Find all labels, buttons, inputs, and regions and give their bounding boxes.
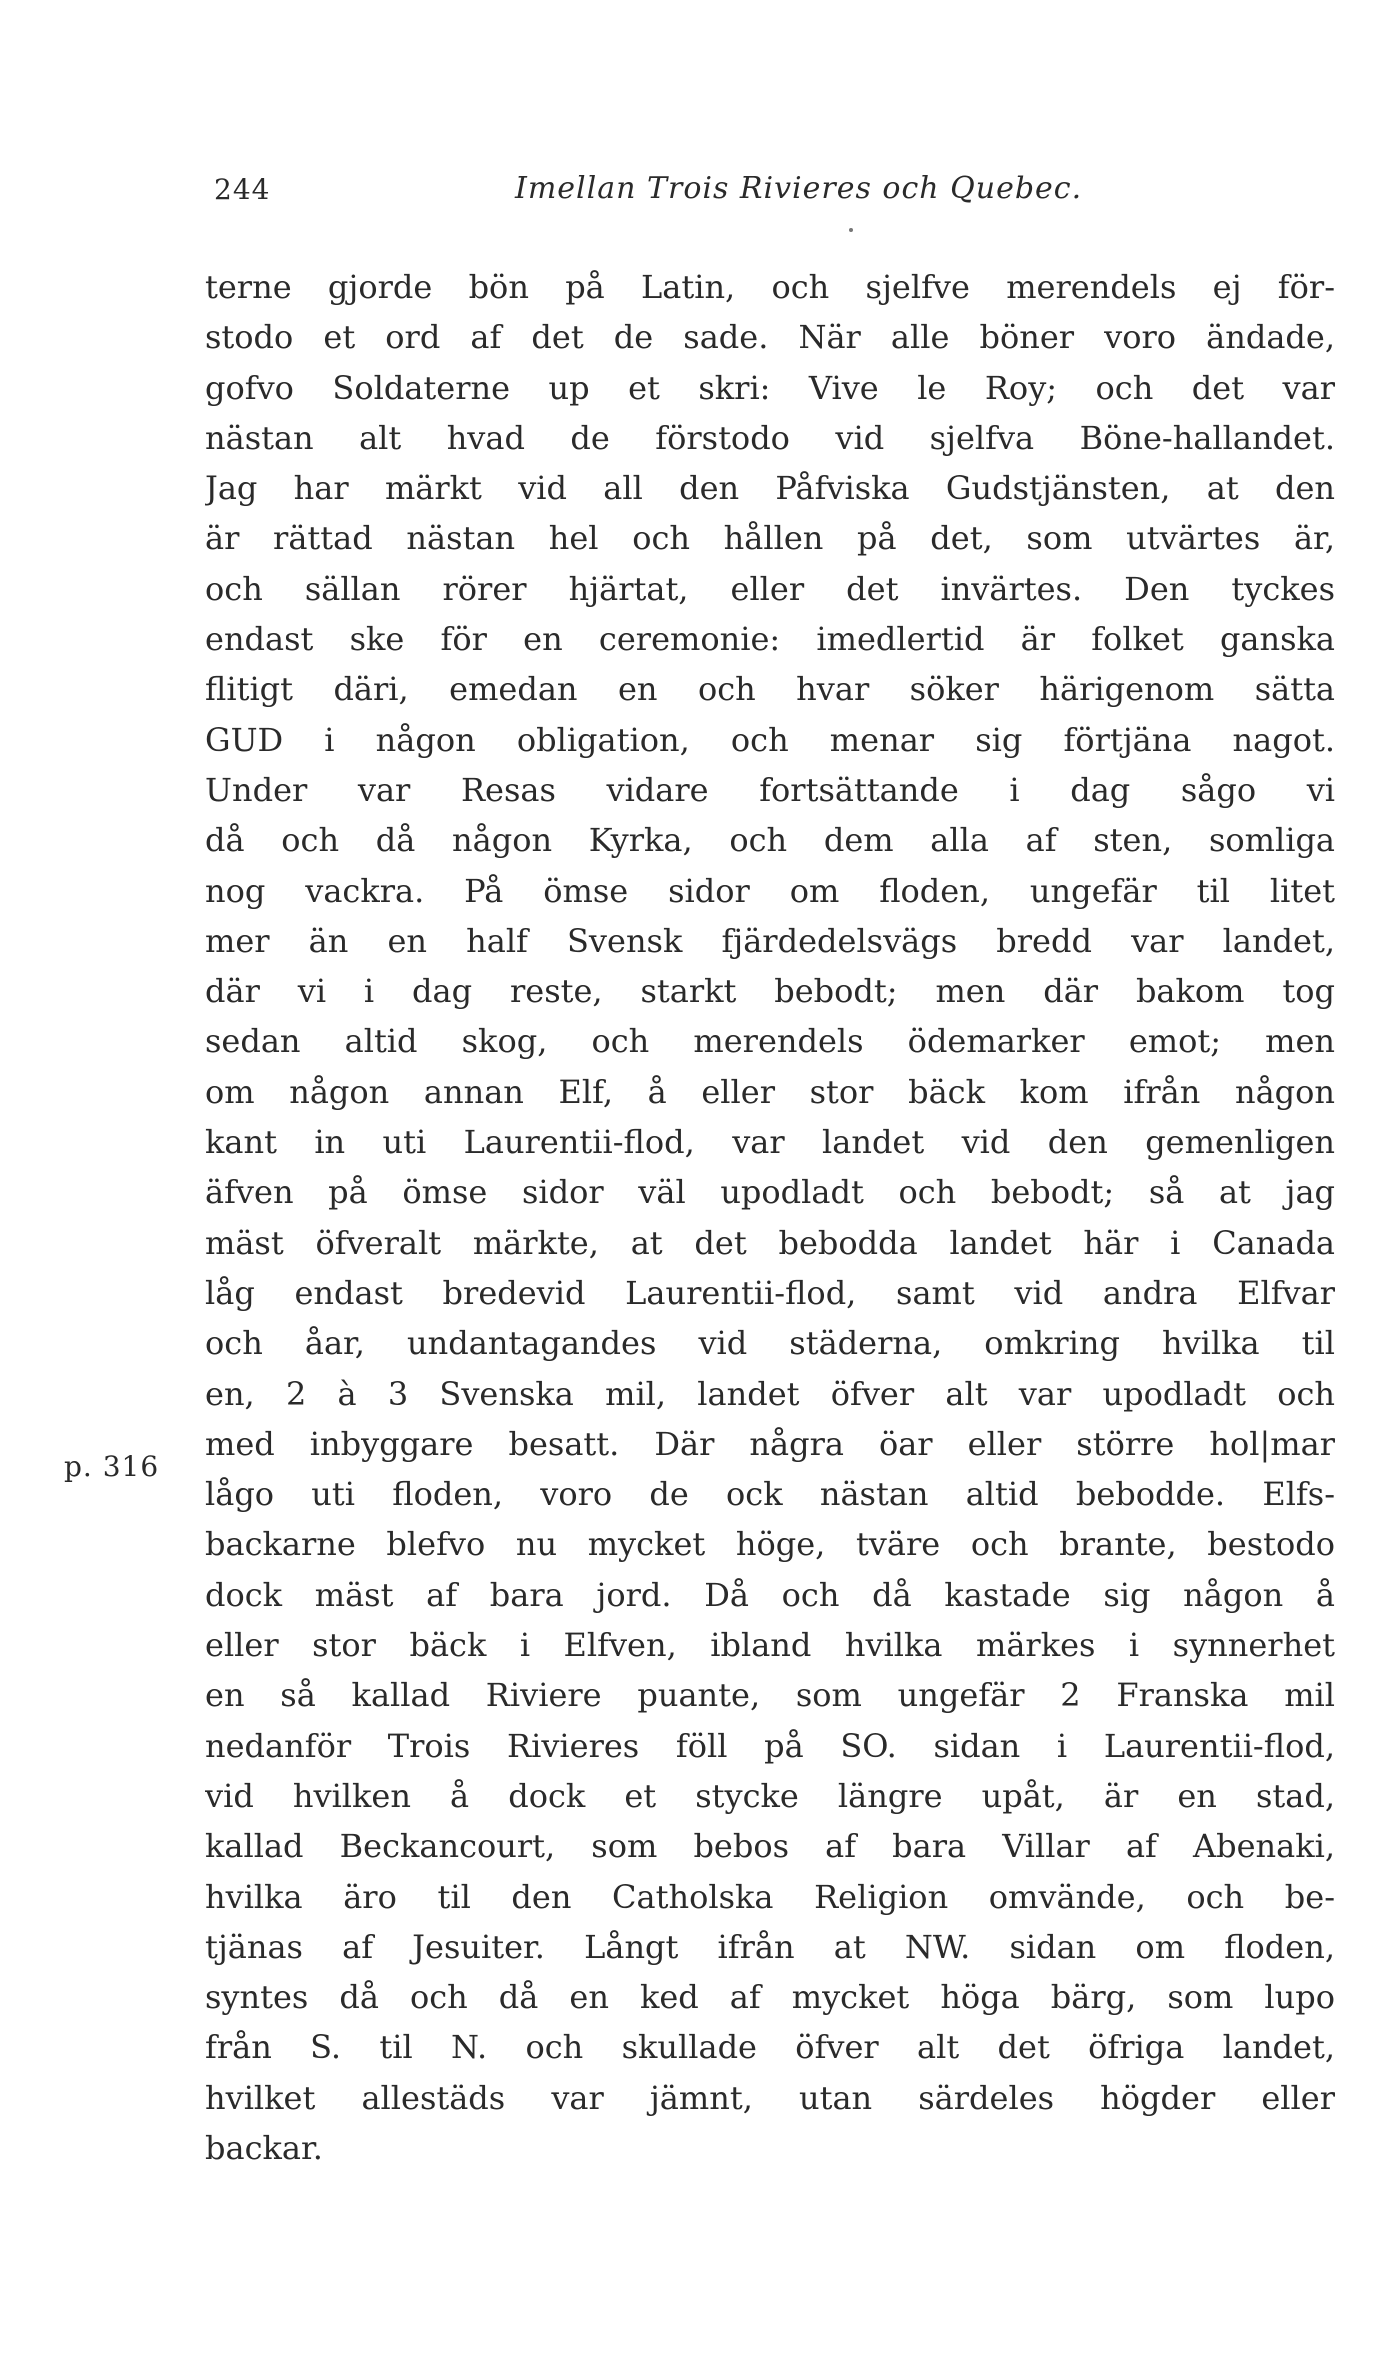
body-text [205,262,1345,2173]
text-line: nog vackra. På ömse sidor om floden, ungefär til litet [205,871,1335,910]
margin-page-reference: p. 316 [64,1450,160,1483]
text-line: med inbyggare besatt. Där några öar eller större hol|mar [205,1424,1335,1463]
text-line: flitigt däri, emedan en och hvar söker härigenom sätta [205,670,1335,709]
text-line: tjänas af Jesuiter. Långt ifrån at NW. sidan om floden, [205,1927,1335,1966]
text-line: eller stor bäck i Elfven, ibland hvilka märkes i synnerhet [205,1626,1335,1665]
text-line: en, 2 à 3 Svenska mil, landet öfver alt var upodladt och [205,1374,1335,1413]
text-line: syntes då och då en ked af mycket höga bärg, som lupo [205,1978,1335,2017]
text-line: och åar, undantagandes vid städerna, omkring hvilka til [205,1324,1335,1363]
text-line: hvilka äro til den Catholska Religion omvände, och be- [205,1877,1335,1916]
text-line: äfven på ömse sidor väl upodladt och bebodt; så at jag [205,1173,1335,1212]
text-line: stodo et ord af det de sade. När alle böner voro ändade, [205,318,1335,357]
text-line: kallad Beckancourt, som bebos af bara Villar af Abenaki, [205,1827,1335,1866]
text-line: sedan altid skog, och merendels ödemarker emot; men [205,1022,1335,1061]
text-line: endast ske för en ceremonie: imedlertid är folket ganska [205,620,1335,659]
text-line: nästan alt hvad de förstodo vid sjelfva Böne-hallandet. [205,418,1335,457]
text-line: dock mäst af bara jord. Då och då kastade sig någon å [205,1575,1335,1614]
text-line: hvilket allestäds var jämnt, utan särdeles högder eller [205,2078,1335,2117]
text-line: backarne blefvo nu mycket höge, tväre och brante, bestodo [205,1525,1335,1564]
text-line: Under var Resas vidare fortsättande i dag sågo vi [205,770,1335,809]
text-line: mer än en half Svensk fjärdedelsvägs bredd var landet, [205,921,1335,960]
text-line: och sällan rörer hjärtat, eller det invärtes. Den tyckes [205,569,1335,608]
text-line: nedanför Trois Rivieres föll på SO. sidan i Laurentii-flod, [205,1726,1335,1765]
text-line: terne gjorde bön på Latin, och sjelfve merendels ej för- [205,268,1335,306]
text-line: kant in uti Laurentii-flod, var landet vid den gemenligen [205,1123,1335,1162]
text-line: är rättad nästan hel och hållen på det, som utvärtes är, [205,519,1335,558]
text-line: en så kallad Riviere puante, som ungefär 2 Franska mil [205,1676,1335,1715]
ornament-dot [849,228,853,232]
text-line: låg endast bredevid Laurentii-flod, samt vid andra Elfvar [205,1273,1335,1312]
text-line: Jag har märkt vid all den Påfviska Gudstjänsten, at den [205,469,1335,508]
text-line: från S. til N. och skullade öfver alt det öfriga landet, [205,2028,1335,2067]
text-line: vid hvilken å dock et stycke längre upåt, är en stad, [205,1776,1335,1815]
running-head: Imellan Trois Rivieres och Quebec. [515,171,1083,206]
text-line: backar. [205,2128,323,2167]
text-line: då och då någon Kyrka, och dem alla af sten, somliga [205,821,1335,860]
text-line: gofvo Soldaterne up et skri: Vive le Roy; och det var [205,368,1335,407]
text-line: lågo uti floden, voro de ock nästan altid bebodde. Elfs- [205,1475,1335,1514]
text-line: om någon annan Elf, å eller stor bäck kom ifrån någon [205,1072,1335,1111]
text-line: där vi i dag reste, starkt bebodt; men där bakom tog [205,972,1335,1011]
text-line: GUD i någon obligation, och menar sig förtjäna nagot. [205,720,1335,759]
page-number: 244 [214,173,271,206]
text-line: mäst öfveralt märkte, at det bebodda landet här i Canada [205,1223,1335,1262]
